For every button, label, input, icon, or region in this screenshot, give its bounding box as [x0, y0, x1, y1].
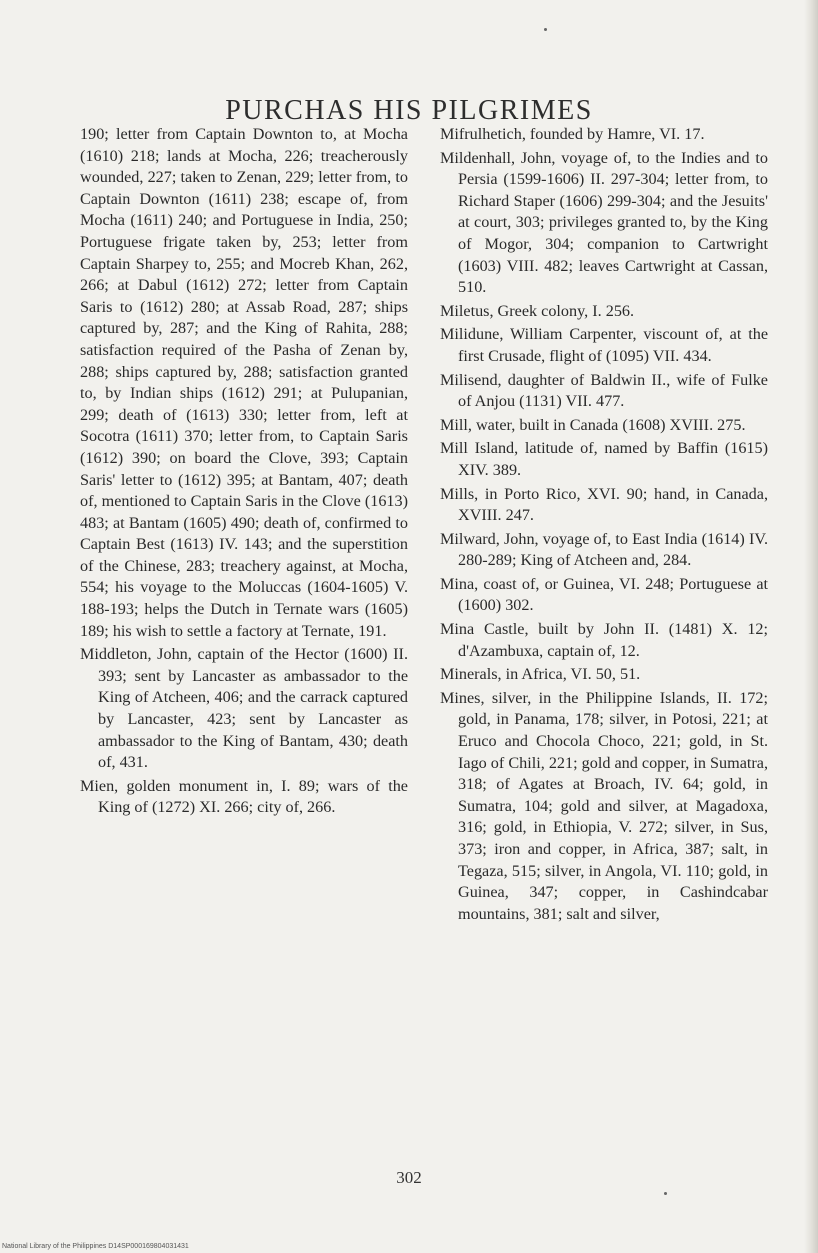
page-binding-edge — [804, 0, 818, 1253]
index-entry: Mina, coast of, or Guinea, VI. 248; Portuguese at (1600) 302. — [440, 574, 768, 615]
index-entry: Mines, silver, in the Philippine Islands, II. 172; gold, in Panama, 178; silver, in Potosi, 221; at Eruco and Chocola Choco, 221; gold, in St. Iago of Chili, 221; gold and copper, in Sumatra, 318; of Agates at Broach, IV. 64; gold, in Sumatra, 104; gold and silver, at Magadoxa, 316; gold, in Ethiopia, V. 272; silver, in Sus, 373; iron and copper, in Africa, 387; salt, in Tegaza, 515; silver, in Angola, VI. 110; gold, in Guinea, 347; copper, in Cashindcabar mountains, 381; salt and silver, — [440, 688, 769, 923]
paper-speck — [544, 28, 547, 31]
index-entry: Minerals, in Africa, VI. 50, 51. — [440, 665, 641, 684]
index-entry: Miletus, Greek colony, I. 256. — [440, 301, 635, 320]
index-column-left — [80, 124, 408, 821]
index-column-right — [440, 124, 768, 927]
index-entry: Mien, golden monument in, I. 89; wars of the King of (1272) XI. 266; city of, 266. — [80, 776, 408, 817]
index-entry: Milidune, William Carpenter, viscount of, at the first Crusade, flight of (1095) VII. 434. — [440, 325, 768, 365]
index-entry-continued: 190; letter from Captain Downton to, at Mocha (1610) 218; lands at Mocha, 226; treacherously wounded, 227; taken to Zenan, 229; letter from, to Captain Downton (1611) 238; escape of, from Mocha (1611) 240; and Portuguese in India, 250; Portuguese frigate taken by, 253; letter from Captain Sharpey to, 255; and Mocreb Khan, 262, 266; at Dabul (1612) 272; letter from Captain Saris to (1612) 280; at Assab Road, 287; ships captured by, 287; and the King of Rahita, 288; satisfaction required of the Pasha of Zenan by, 288; ships captured by, 288; satisfaction granted to, by Indian ships (1612) 291; at Pulupanian, 299; death of (1613) 330; letter from, left at Socotra (1611) 370; letter from, to Captain Saris (1612) 390; on board the Clove, 393; Captain Saris' letter to (1612) 395; at Bantam, 407; death of, mentioned to Captain Saris in the Clove (1613) 483; at Bantam (1605) 490; death of, confirmed to Captain Best (1613) IV. 143; and the superstition of the Chinese, 283; treachery against, at Mocha, 554; his voyage to the Moluccas (1604-1605) V. 188-193; helps the Dutch in Ternate wars (1605) 189; his wish to settle a factory at Ternate, 191. — [80, 125, 408, 640]
index-entry: Milisend, daughter of Baldwin II., wife of Fulke of Anjou (1131) VII. 477. — [440, 370, 768, 411]
index-entry: Middleton, John, captain of the Hector (1600) II. 393; sent by Lancaster as ambassador to the King of Atcheen, 406; and the carrack captured by Lancaster, 423; sent by Lancaster as ambassador to the King of Bantam, 430; death of, 431. — [80, 645, 408, 772]
index-entry: Mildenhall, John, voyage of, to the Indies and to Persia (1599-1606) II. 297-304; letter from, to Richard Staper (1606) 299-304; and the Jesuits' at court, 303; privileges granted to, by the King of Mogor, 304; companion to Cartwright (1603) VIII. 482; leaves Cartwright at Cassan, 510. — [440, 148, 768, 297]
paper-speck — [664, 1192, 667, 1195]
index-entry: Mina Castle, built by John II. (1481) X. 12; d'Azambuxa, captain of, 12. — [440, 620, 768, 660]
index-entry: Mifrulhetich, founded by Hamre, VI. 17. — [440, 125, 705, 143]
index-entry: Mill Island, latitude of, named by Baffin (1615) XIV. 389. — [440, 439, 768, 479]
index-entry: Mills, in Porto Rico, XVI. 90; hand, in Canada, XVIII. 247. — [440, 484, 768, 525]
running-head: PURCHAS HIS PILGRIMES — [225, 94, 593, 126]
index-entry: Mill, water, built in Canada (1608) XVIII. 275. — [440, 415, 746, 434]
index-entry: Milward, John, voyage of, to East India (1614) IV. 280-289; King of Atcheen and, 284. — [440, 529, 768, 570]
scan-footer-note: National Library of the Philippines D14SP000169804031431 — [2, 1243, 189, 1250]
page-number: 302 — [396, 1168, 422, 1187]
